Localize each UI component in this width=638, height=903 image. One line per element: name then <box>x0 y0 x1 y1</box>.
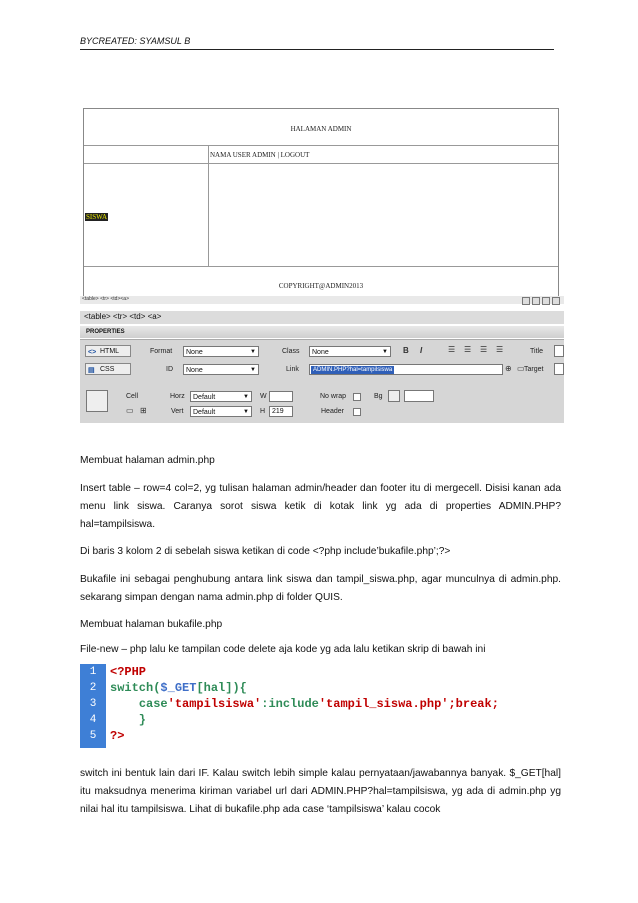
title-label: Title <box>530 348 543 355</box>
horz-label: Horz <box>170 393 185 400</box>
unordered-list-icon[interactable]: ☰ <box>448 345 456 354</box>
code-token: <?PHP <box>110 665 147 679</box>
code-token: 'tampilsiswa' <box>167 697 262 711</box>
tag-selector-small[interactable]: <table> <tr> <td><a> <box>82 296 129 302</box>
nowrap-checkbox[interactable] <box>353 393 361 401</box>
width-input[interactable] <box>269 391 293 402</box>
italic-icon[interactable]: I <box>420 346 423 355</box>
chevron-down-icon: ▼ <box>382 349 388 355</box>
css-mode-button[interactable] <box>85 363 131 375</box>
bg-label: Bg <box>374 393 383 400</box>
css-mode-label: CSS <box>100 366 115 373</box>
class-value: None <box>312 349 329 356</box>
paragraph-admin-title: Membuat halaman admin.php <box>80 455 215 466</box>
code-snippet <box>80 664 550 748</box>
class-select[interactable] <box>309 346 391 357</box>
tag-selector-bar <box>80 311 564 324</box>
id-label: ID <box>166 366 173 373</box>
id-value: None <box>186 367 203 374</box>
column-divider <box>208 146 209 267</box>
dreamweaver-screenshot <box>80 108 564 422</box>
code-token: 'tampil_siswa.php' <box>318 697 449 711</box>
header-rule <box>80 49 554 50</box>
horz-select[interactable] <box>190 391 252 402</box>
nowrap-label: No wrap <box>320 393 347 400</box>
code-token: [hal]){ <box>196 681 247 695</box>
width-label: W <box>260 393 267 400</box>
zoom-tool-icon[interactable] <box>542 297 550 305</box>
paragraph-switch-desc: switch ini bentuk lain dari IF. Kalau switch lebih simple kalau pernyataan/jawabannya banyak. $_GET[hal] itu maksudnya menerima kiriman variabel url dari ADMIN.PHP?hal=tampilsiswa, yg ada di admin.php yg nilai hal itu tampilsiswa. Lihat di bukafile.php ada case ‘tampilsiswa’ kalau cocok <box>80 768 561 815</box>
chevron-down-icon: ▼ <box>243 409 249 415</box>
select-tool-icon[interactable] <box>522 297 530 305</box>
code-token: ?> <box>110 729 125 743</box>
code-token: $_GET <box>160 681 197 695</box>
code-token <box>110 697 139 711</box>
footer-cell-copyright: COPYRIGHT@ADMIN2013 <box>278 282 364 290</box>
code-line <box>110 680 499 696</box>
line-number-gutter <box>80 664 106 748</box>
ordered-list-icon[interactable]: ☰ <box>464 345 472 354</box>
paragraph-file-new: File-new – php lalu ke tampilan code delete aja kode yg ada lalu ketikan skrip di bawah ini <box>80 644 486 655</box>
target-select[interactable] <box>554 363 564 375</box>
format-value: None <box>186 349 203 356</box>
code-line <box>110 728 499 744</box>
tag-selector[interactable]: <table> <tr> <td> <a> <box>84 312 162 321</box>
line-number: 4 <box>89 714 97 726</box>
vert-label: Vert <box>171 408 184 415</box>
properties-panel-title <box>80 326 564 338</box>
hand-tool-icon[interactable] <box>532 297 540 305</box>
browse-folder-icon[interactable]: ▭ <box>517 364 525 373</box>
table-row-content <box>84 164 558 267</box>
paragraph-insert-table: Insert table – row=4 col=2, yg tulisan halaman admin/header dan footer itu di mergecell. Disisi kanan ada menu link siswa. Caranya sorot siswa ketik di kotak link yg ada di properties ADMIN.PHP?hal=tampilsiswa. <box>80 483 561 530</box>
design-view-table <box>83 108 559 297</box>
nav-cell-text: NAMA USER ADMIN | LOGOUT <box>210 151 310 159</box>
outdent-icon[interactable]: ☰ <box>480 345 488 354</box>
table-row-header <box>84 109 558 146</box>
chevron-down-icon: ▼ <box>250 367 256 373</box>
point-to-file-icon[interactable]: ⊕ <box>505 364 512 373</box>
format-select[interactable] <box>183 346 259 357</box>
code-lines <box>110 664 499 744</box>
paragraph-include-code: Di baris 3 kolom 2 di sebelah siswa ketikan di code <?php include’bukafile.php’;?> <box>80 546 451 557</box>
code-line <box>110 664 499 680</box>
code-token: ;break; <box>448 697 499 711</box>
vert-select[interactable] <box>190 406 252 417</box>
bg-color-swatch[interactable] <box>388 390 400 402</box>
line-number: 3 <box>89 698 97 710</box>
link-value: ADMIN.PHP?hal=tampilsiswa <box>313 367 393 373</box>
indent-icon[interactable]: ☰ <box>496 345 504 354</box>
title-input[interactable] <box>554 345 564 357</box>
bg-color-input[interactable] <box>404 390 434 402</box>
code-line <box>110 712 499 728</box>
height-input[interactable]: 219 <box>269 406 293 417</box>
code-line <box>110 696 499 712</box>
vert-value: Default <box>193 409 216 416</box>
cell-grid-icon <box>86 390 108 412</box>
format-label: Format <box>150 348 173 355</box>
height-label: H <box>260 408 266 415</box>
code-token: :include <box>261 697 319 711</box>
horz-value: Default <box>193 394 216 401</box>
chevron-down-icon: ▼ <box>243 394 249 400</box>
html-mode-label: HTML <box>100 348 120 355</box>
split-cell-icon[interactable]: ⊞ <box>140 406 147 415</box>
code-token: } <box>110 713 147 727</box>
target-label: Target <box>524 366 544 373</box>
paragraph-bukafile-title: Membuat halaman bukafile.php <box>80 619 223 630</box>
link-input[interactable] <box>309 364 503 375</box>
header-label: Header <box>321 408 344 415</box>
status-icons <box>522 297 560 305</box>
html-tag-icon: <> <box>88 349 97 356</box>
document-header: BYCREATED: SYAMSUL B <box>80 36 191 46</box>
id-select[interactable] <box>183 364 259 375</box>
chevron-down-icon: ▼ <box>250 349 256 355</box>
header-cell-title: HALAMAN ADMIN <box>290 125 352 133</box>
paragraph-bukafile-desc: Bukafile ini sebagai penghubung antara link siswa dan tampil_siswa.php, agar munculnya di admin.php. sekarang simpan dengan nama admin.php di folder QUIS. <box>80 574 561 603</box>
properties-panel <box>80 339 564 423</box>
line-number: 1 <box>89 666 97 678</box>
line-number: 5 <box>89 730 97 742</box>
code-token: case <box>138 697 168 711</box>
table-row-nav <box>84 146 558 164</box>
cell-label: Cell <box>126 393 139 400</box>
css-icon: ▤ <box>88 367 95 374</box>
class-label: Class <box>282 348 300 355</box>
line-number: 2 <box>89 682 97 694</box>
zoom-level-icon[interactable] <box>552 297 560 305</box>
html-mode-button[interactable] <box>85 345 131 357</box>
siswa-menu-link[interactable]: SISWA <box>86 213 108 221</box>
merge-cells-icon[interactable]: ▭ <box>126 406 134 415</box>
header-checkbox[interactable] <box>353 408 361 416</box>
bold-icon[interactable]: B <box>403 346 409 355</box>
link-label: Link <box>286 366 299 373</box>
code-token: switch( <box>110 681 161 695</box>
status-tag-bar <box>80 296 564 304</box>
properties-title-text: PROPERTIES <box>86 329 125 335</box>
